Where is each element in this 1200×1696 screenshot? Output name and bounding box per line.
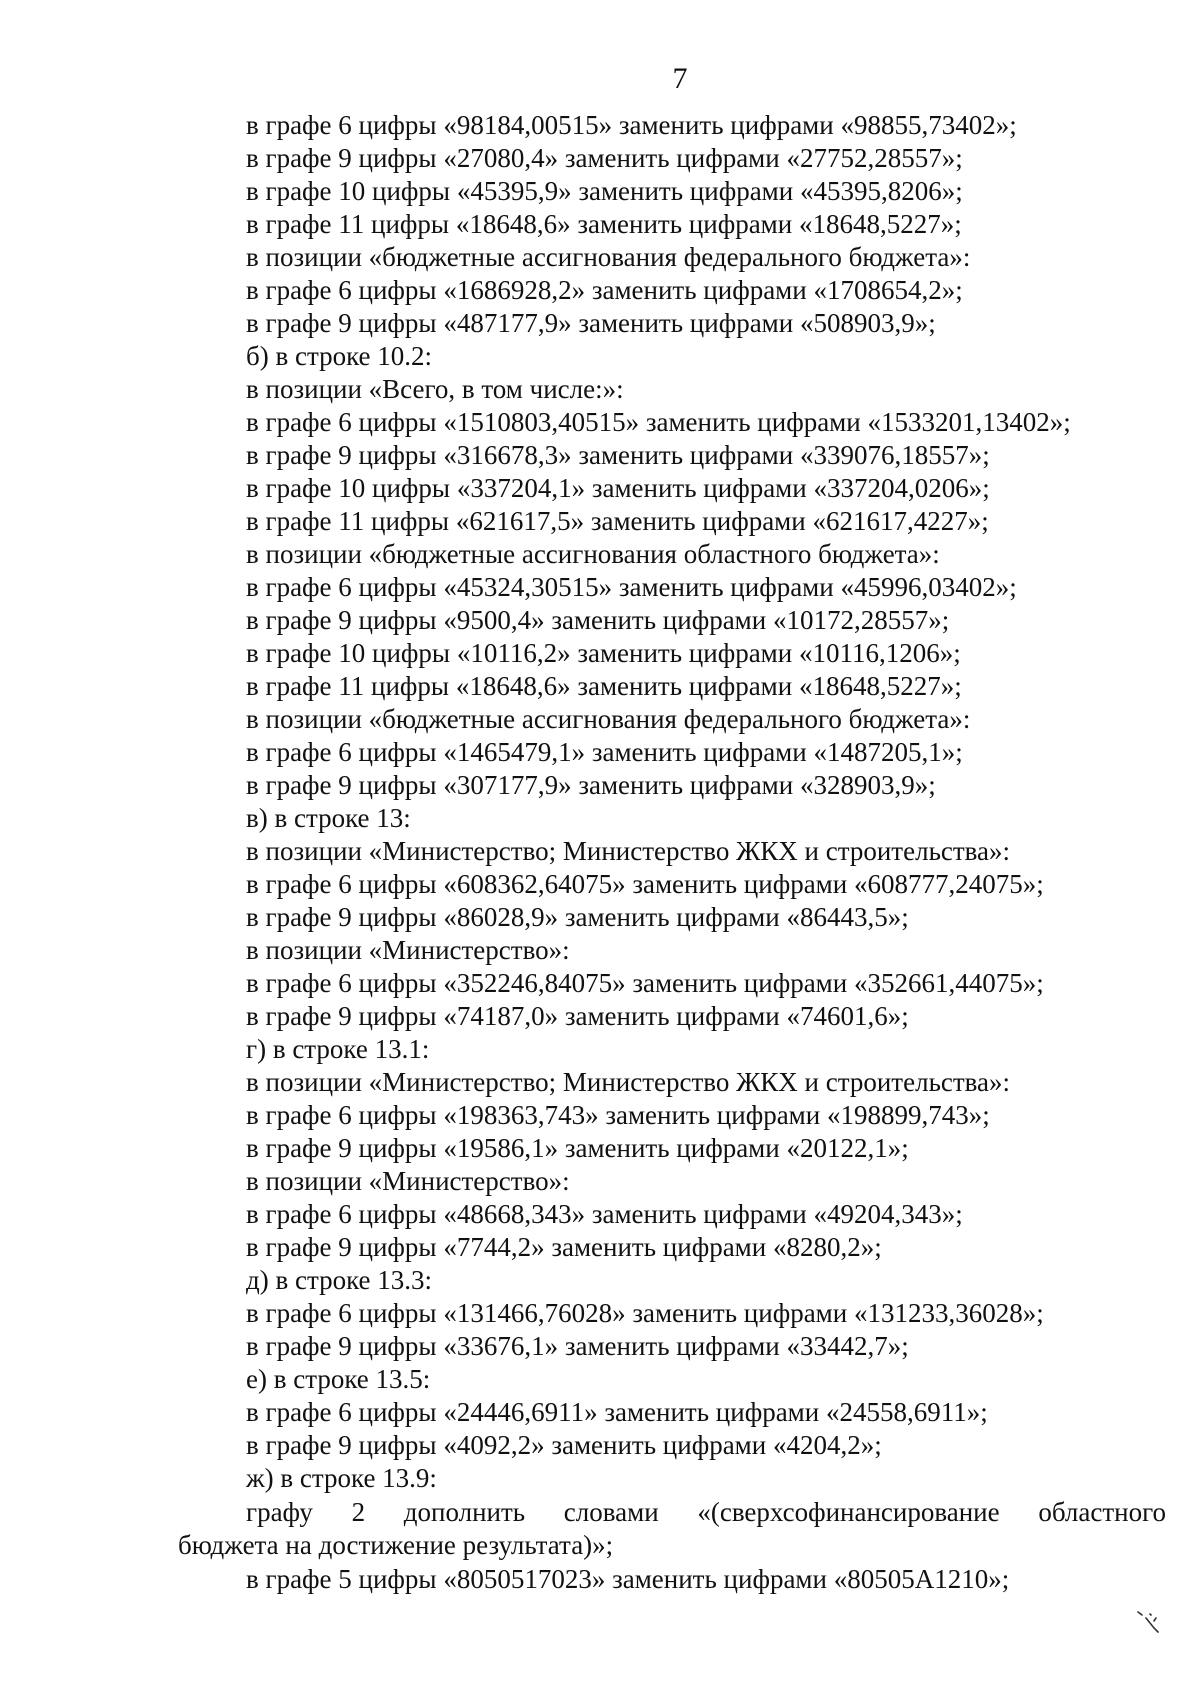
text-line: д) в строке 13.3:	[246, 1265, 433, 1295]
text-line: в графе 6 цифры «131466,76028» заменить цифрами «131233,36028»;	[246, 1298, 1044, 1328]
text-line: в графе 6 цифры «45324,30515» заменить цифрами «45996,03402»;	[246, 572, 1017, 602]
text-line: в графе 10 цифры «10116,2» заменить цифрами «10116,1206»;	[246, 638, 961, 668]
text-line: в графе 9 цифры «9500,4» заменить цифрами «10172,28557»;	[246, 605, 950, 635]
wrapped-line: бюджета на достижение результата)»;	[178, 1530, 614, 1560]
text-line: в позиции «бюджетные ассигнования областного бюджета»:	[246, 539, 940, 569]
text-line: в графе 9 цифры «4092,2» заменить цифрами «4204,2»;	[246, 1430, 882, 1460]
text-line: в графе 9 цифры «316678,3» заменить цифрами «339076,18557»;	[246, 440, 990, 470]
page-number: 7	[672, 62, 688, 95]
text-line: в графе 6 цифры «352246,84075» заменить цифрами «352661,44075»;	[246, 968, 1044, 998]
scan-mark-icon	[1132, 1608, 1172, 1638]
text-line: в графе 9 цифры «307177,9» заменить цифрами «328903,9»;	[246, 770, 936, 800]
text-line: ж) в строке 13.9:	[246, 1463, 437, 1493]
text-line: в графе 9 цифры «7744,2» заменить цифрами «8280,2»;	[246, 1232, 882, 1262]
text-line: в графе 6 цифры «24446,6911» заменить цифрами «24558,6911»;	[246, 1397, 988, 1427]
text-line: в графе 6 цифры «98184,00515» заменить цифрами «98855,73402»;	[246, 110, 1017, 140]
justified-line	[246, 1495, 1166, 1529]
word: словами	[563, 1497, 659, 1527]
text-line: в графе 5 цифры «8050517023» заменить цифрами «80505А1210»;	[246, 1564, 1010, 1594]
text-line: в графе 9 цифры «27080,4» заменить цифрами «27752,28557»;	[246, 143, 963, 173]
text-line: в позиции «Министерство; Министерство ЖКХ и строительства»:	[246, 1067, 1011, 1097]
word: 2	[351, 1497, 366, 1527]
text-line: б) в строке 10.2:	[246, 341, 433, 371]
text-line: в графе 9 цифры «33676,1» заменить цифрами «33442,7»;	[246, 1331, 909, 1361]
text-line: в графе 6 цифры «198363,743» заменить цифрами «198899,743»;	[246, 1100, 990, 1130]
text-line: в графе 6 цифры «608362,64075» заменить цифрами «608777,24075»;	[246, 869, 1044, 899]
text-line: в графе 6 цифры «1686928,2» заменить цифрами «1708654,2»;	[246, 275, 963, 305]
text-line: в позиции «Всего, в том числе:»:	[246, 374, 624, 404]
text-line: в позиции «бюджетные ассигнования федерального бюджета»:	[246, 704, 971, 734]
text-line: в графе 10 цифры «337204,1» заменить цифрами «337204,0206»;	[246, 473, 990, 503]
text-line: в позиции «Министерство»:	[246, 935, 570, 965]
word: дополнить	[403, 1497, 526, 1527]
text-line: в позиции «Министерство; Министерство ЖКХ и строительства»:	[246, 836, 1011, 866]
text-line: е) в строке 13.5:	[246, 1364, 431, 1394]
word: «(сверхсофинансирование	[697, 1497, 1000, 1527]
text-line: в графе 9 цифры «86028,9» заменить цифрами «86443,5»;	[246, 902, 909, 932]
text-line: в графе 11 цифры «621617,5» заменить цифрами «621617,4227»;	[246, 506, 989, 536]
text-line: г) в строке 13.1:	[246, 1034, 430, 1064]
text-line: в позиции «бюджетные ассигнования федерального бюджета»:	[246, 242, 971, 272]
text-line: в графе 9 цифры «487177,9» заменить цифрами «508903,9»;	[246, 308, 936, 338]
word: графу	[246, 1497, 313, 1527]
text-line: в графе 6 цифры «1510803,40515» заменить цифрами «1533201,13402»;	[246, 407, 1071, 437]
text-line: в графе 6 цифры «1465479,1» заменить цифрами «1487205,1»;	[246, 737, 963, 767]
text-line: в графе 11 цифры «18648,6» заменить цифрами «18648,5227»;	[246, 209, 962, 239]
text-line: в графе 9 цифры «19586,1» заменить цифрами «20122,1»;	[246, 1133, 909, 1163]
text-line: в графе 9 цифры «74187,0» заменить цифрами «74601,6»;	[246, 1001, 909, 1031]
text-line: в графе 6 цифры «48668,343» заменить цифрами «49204,343»;	[246, 1199, 963, 1229]
text-line: в графе 10 цифры «45395,9» заменить цифрами «45395,8206»;	[246, 176, 963, 206]
word: областного	[1038, 1497, 1166, 1527]
text-line: в) в строке 13:	[246, 803, 411, 833]
text-line: в графе 11 цифры «18648,6» заменить цифрами «18648,5227»;	[246, 671, 962, 701]
text-line: в позиции «Министерство»:	[246, 1166, 570, 1196]
